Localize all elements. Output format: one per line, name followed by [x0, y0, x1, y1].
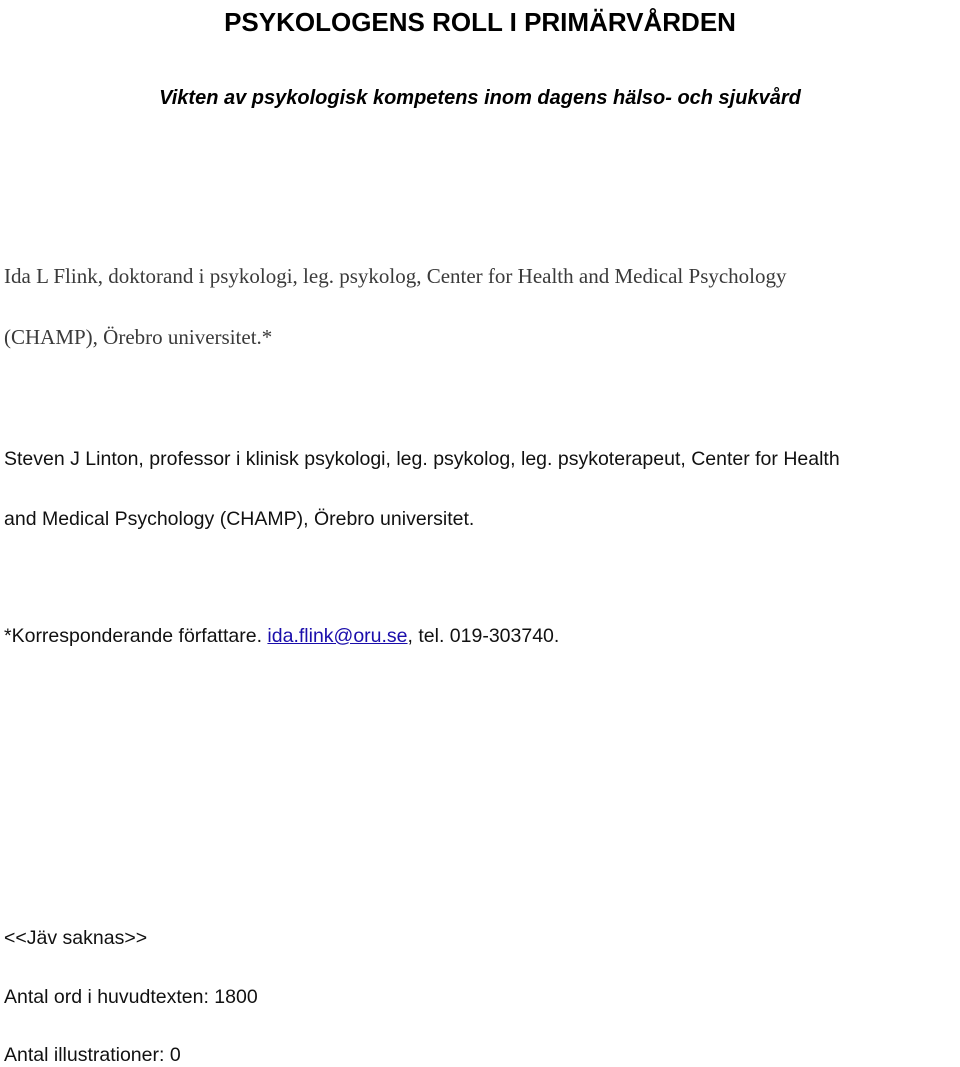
- correspondence-line: [4, 624, 559, 648]
- author1-line2: (CHAMP), Örebro universitet.*: [4, 325, 273, 349]
- author1-line1: Ida L Flink, doktorand i psykologi, leg. psykolog, Center for Health and Medical Psychology: [4, 264, 787, 288]
- illustration-count: Antal illustrationer: 0: [4, 1044, 181, 1066]
- correspondence-suffix: , tel. 019-303740.: [407, 625, 560, 647]
- email-link[interactable]: ida.flink@oru.se: [267, 625, 408, 647]
- conflict-of-interest: <<Jäv saknas>>: [4, 927, 148, 949]
- document-title: PSYKOLOGENS ROLL I PRIMÄRVÅRDEN: [224, 7, 736, 37]
- author2-line1: Steven J Linton, professor i klinisk psykologi, leg. psykolog, leg. psykoterapeut, Center for Health: [4, 448, 840, 470]
- author2-line2: and Medical Psychology (CHAMP), Örebro universitet.: [4, 508, 475, 530]
- word-count: Antal ord i huvudtexten: 1800: [4, 986, 258, 1008]
- document-subtitle: Vikten av psykologisk kompetens inom dagens hälso- och sjukvård: [159, 87, 801, 109]
- correspondence-prefix: *Korresponderande författare.: [4, 625, 268, 647]
